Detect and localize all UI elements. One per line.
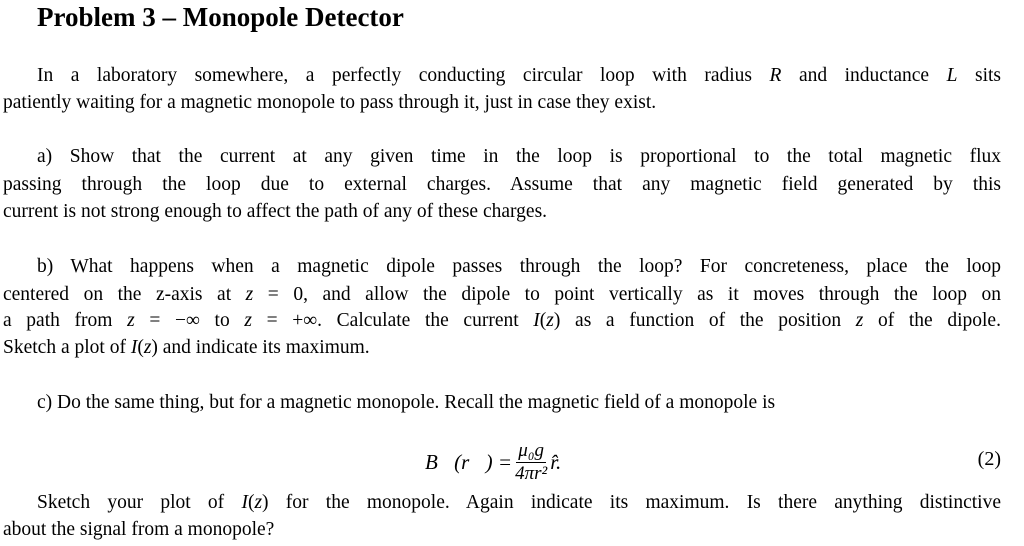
math-variable: z [244,310,252,331]
part-b-line [3,282,1001,308]
text-segment: patiently waiting for a magnetic monopole to pass through it, just in case they exist. [3,92,657,113]
math-variable: I [130,337,138,358]
part-a-line [37,144,1001,170]
text-segment: = +∞. Calculate the current [251,310,534,331]
part-b-line [37,254,1001,280]
text-segment: current is not strong enough to affect the path of any of these charges. [3,201,548,222]
part-c-line [37,390,1001,416]
text-segment: ( [137,337,144,358]
equation-number: (2) [977,448,1001,470]
math-variable: z [546,310,554,331]
equation-fraction [515,440,547,485]
part-b-line [3,335,1001,361]
text-segment: centered on the z-axis at [3,284,246,305]
text-segment: = 0, and allow the dipole to point vertically as it moves through the loop on [253,284,1001,305]
math-variable: z [245,284,254,305]
text-segment: Sketch your plot of [37,492,242,513]
monopole-field-equation [425,432,561,492]
intro-line [37,63,1001,89]
text-segment: a path from [3,310,128,331]
text-segment: ( [539,310,547,331]
text-segment: ) and indicate its maximum. [151,337,370,358]
text-segment: ) for the monopole. Again indicate its maximum. Is there anything distinctive [262,492,1001,513]
math-variable: L [946,65,958,86]
part-b-line [3,308,1001,334]
equation-rhs: r̂. [550,449,562,474]
part-a-line [3,172,1001,198]
closing-line [37,490,1001,516]
equation-numerator: μ₀g [518,439,544,461]
math-variable: I [241,492,248,513]
problem-title: Problem 3 – Monopole Detector [37,2,404,32]
math-variable: I [533,310,540,331]
math-variable: z [855,310,864,331]
text-segment: about the signal from a monopole? [3,519,275,540]
equation-denominator: 4πr² [515,462,548,484]
text-segment: c) Do the same thing, but for a magnetic monopole. Recall the magnetic field of a monopole is [37,392,776,413]
text-segment: In a laboratory somewhere, a perfectly conducting circular loop with radius [37,65,770,86]
text-segment: ) as a function of the position [553,310,856,331]
math-variable: z [254,492,263,513]
math-variable: z [143,337,152,358]
text-segment: b) What happens when a magnetic dipole passes through the loop? For concreteness, place the loop [37,256,1001,277]
math-variable: R [769,65,782,86]
closing-line [3,517,1001,543]
intro-line [3,90,1001,116]
math-variable: z [127,310,135,331]
equation-lhs: B⃗(r⃗) = [425,449,513,474]
text-segment: Sketch a plot of [3,337,131,358]
text-segment: ( [247,492,255,513]
text-segment: a) Show that the current at any given time in the loop is proportional to the total magnetic flux [37,146,1001,167]
text-segment: and inductance [781,65,947,86]
part-a-line [3,199,1001,225]
text-segment: passing through the loop due to external charges. Assume that any magnetic field generated by this [3,174,1001,195]
text-segment: sits [957,65,1001,86]
text-segment: = −∞ to [134,310,245,331]
text-segment: of the dipole. [863,310,1001,331]
